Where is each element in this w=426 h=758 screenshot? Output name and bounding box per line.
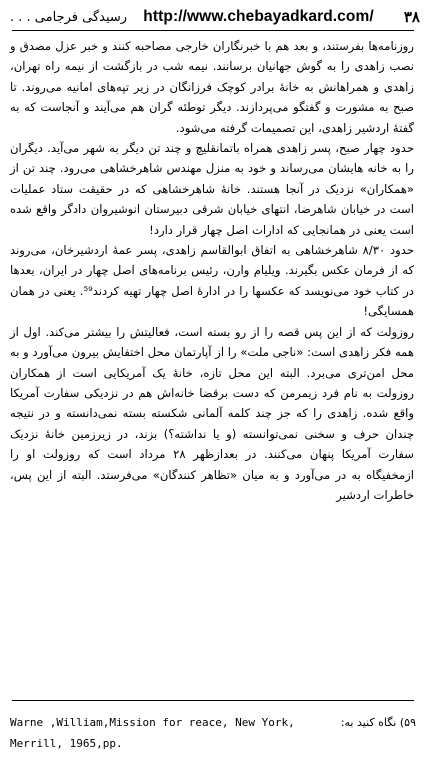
paragraph-3: حدود ۸/۳۰ شاهرخشاهی به اتفاق ابوالقاسم زاهدی، پسر عمهٔ اردشیرخان، می‌روند که از فرمان عکس بگیرند. ویلیام وارن، رئیس برنامه‌های اصل چهار در ایران، بعدها در کتاب خود می‌نویسد که عکسها را در ادارهٔ اصل چهار تهیه کردند⁵⁹. یعنی در همان همسایگی! (10, 243, 414, 319)
page-number: ۳۸ (403, 9, 420, 26)
footnote-marker: ۵۹) نگاه کنید به: (340, 716, 416, 729)
header-url: http://www.chebayadkard.com/ (143, 8, 374, 25)
footnote-citation-part-2: Merrill, 1965,pp. (10, 737, 123, 750)
footnote-line-1 (10, 712, 416, 733)
footnote-divider (12, 700, 414, 701)
paragraph-2: حدود چهار صبح، پسر زاهدی همراه باتمانقلیچ و چند تن دیگر به شهر می‌آید. دیگران را به خانه هایشان می‌رساند و خود به منزل مهندس شاهرخشاهی می‌رود. چند تن از «همکاران» نزدیک در آنجا هستند. خانهٔ شاهرخشاهی که در حقیقت ستاد عملیات است در خیابان شاهرضا، انتهای خیابان شرقی دبیرستان انوشیروان دادگر واقع شده است یعنی در همانجایی که ادارات اصل چهار قرار دارد! (10, 141, 414, 237)
paragraph-1: روزنامه‌ها بفرستند، و بعد هم با خبرنگاران خارجی مصاحبه کنند و خبر عزل مصدق و نصب زاهدی را به گوش جهانیان برسانند. نیمه شب در بازگشت از نیمه راه تهران، زاهدی و همراهانش به خانهٔ برادر کوچک فرزانگان در زیر تپه‌های امانیه می‌روند. تا صبح به مشورت و گفتگو می‌پردازند. دیگر توطئه گران هم می‌آیند و آنجاست که به گفتهٔ اردشیر زاهدی، این تصمیمات گرفته می‌شود. (10, 39, 414, 135)
body-text (10, 36, 414, 505)
header-divider (12, 30, 414, 31)
footnote (10, 712, 416, 754)
running-title: رسیدگی فرجامی . . . (10, 9, 128, 25)
footnote-citation-part-1: Warne ,William,Mission for reace, New York, (10, 716, 295, 729)
paragraph-4: روزولت که از این پس قصه را از رو بسته است، فعالیتش را بیشتر می‌کند. اول از همه فکر زاهدی است: «ناجی ملت» را از آپارتمان محل اختفایش بیرون می‌آورد و به محل امن‌تری می‌برد. البته این محل تازه، خانهٔ یک آمریکایی است از همکاران روزولت به نام فرد زیمرمن که دست برقضا خانه‌اش هم در نزدیکی سفارت آمریکا واقع شده. زاهدی را که جز چند کلمه آلمانی شکسته بسته نمی‌دانسته و در نتیجه چندان حرف و سخنی نمی‌توانسته (و یا نداشته؟) بزند، در زیرزمین خانهٔ نزدیک سفارت آمریکا پنهان می‌کنند. در بعدازظهر ۲۸ مرداد است که روزولت او را ازمخفیگاه به در می‌آورد و به میان «تظاهر کنندگان» می‌فرستد. البته از این پس، خاطرات اردشیر (10, 324, 414, 502)
page-header (10, 5, 420, 29)
